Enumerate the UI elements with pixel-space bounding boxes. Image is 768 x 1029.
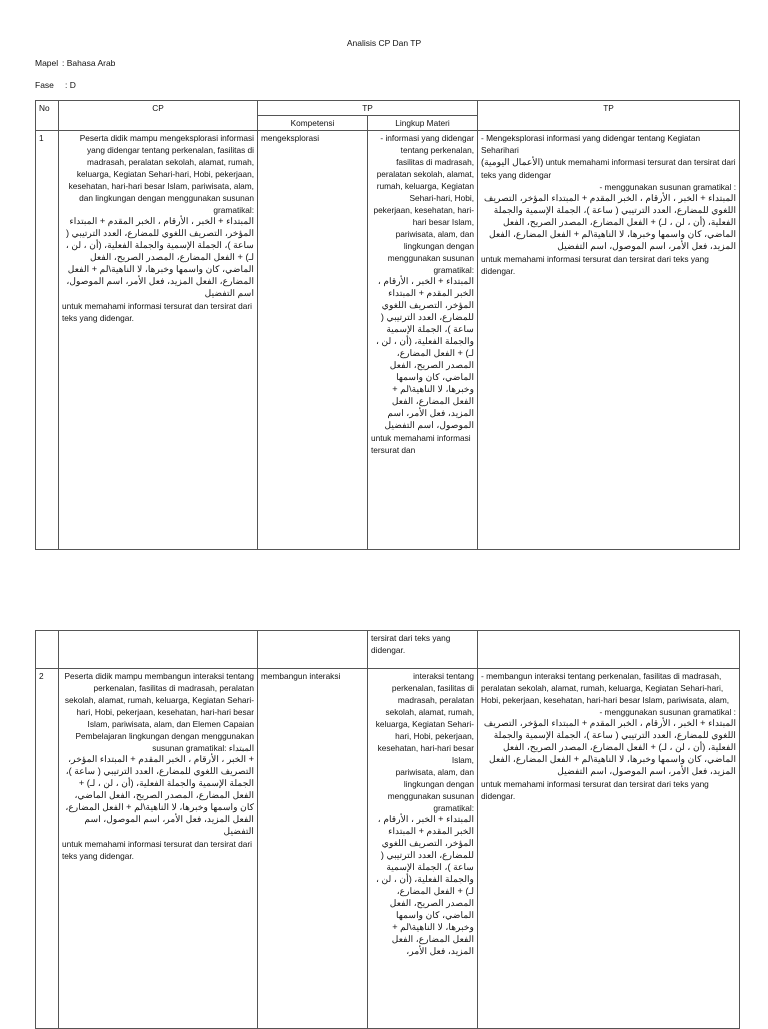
lingkup-arabic: المبتداء + الخبر ، الأرقام ، الخبر المقدم + المبتداء المؤخر، التصريف اللغوي للمضارع، العدد الترتيبي ( ساعة )، الجملة الإسمية والجملة الفعلية، (أن ، لن ، لـ) + الفعل المضارع، المصدر الصريح، الفعل الماضي، كان واسمها وخبرها، لا الناهية\لم + الفعل المضارع، الفعل المزيد، فعل الأمر، — [376, 814, 474, 956]
lingkup-mid: pariwisata, alam, dan lingkungan dengan menggunakan susunan gramatikal: — [387, 229, 475, 276]
cp-intro: Peserta didik mampu mengeksplorasi informasi yang didengar tentang perkenalan, fasilitas di madrasah, peralatan sekolah, alamat, rumah, keluarga, Kegiatan Sehari-hari, Hobi, pekerjaan, kesehatan, hari-hari besar Islam, pariwisata, alam, dan lingkungan dengan menggunakan susunan gramatikal: — [68, 133, 254, 216]
header-row — [36, 101, 740, 116]
header-tp: TP — [258, 101, 478, 116]
tp-arabic: المبتداء + الخبر ، الأرقام ، الخبر المقدم + المبتداء المؤخر، التصريف اللغوي للمضارع، العدد الترتيبي ( ساعة )، الجملة الإسمية والجملة الفعلية، (أن ، لن ، لـ) + الفعل المضارع، المصدر الصريح، الفعل الماضي، كان واسمها وخبرها، لا الناهية\لم + الفعل المضارع، الفعل المزيد، فعل الأمر، اسم الموصول، اسم التفضيل — [483, 193, 737, 252]
cont-no — [36, 631, 59, 669]
lingkup-cell — [368, 669, 478, 1029]
fase-label: Fase — [35, 80, 54, 90]
tp-line3: - menggunakan susunan gramatikal : — [599, 182, 737, 193]
tp-cell — [478, 669, 740, 1029]
cp-arabic: المبتداء + الخبر ، الأرقام ، الخبر المقدم + المبتداء المؤخر، التصريف اللغوي للمضارع، العدد الترتيبي ( ساعة )، الجملة الإسمية والجملة الفعلية، (أن ، لن ، لـ) + الفعل المضارع، المصدر الصريح، الفعل الماضي، كان واسمها وخبرها، لا الناهية\لم + الفعل المضارع، الفعل المزيد، فعل الأمر، اسم الموصول، اسم التفضيل — [65, 216, 254, 298]
cp-tp-table-page2 — [35, 630, 740, 1029]
kompetensi-cell: mengeksplorasi — [258, 131, 368, 550]
cp-arabic: + الخبر ، الأرقام ، الخبر المقدم + المبتداء المؤخر، التصريف اللغوي للمضارع، العدد الترتيبي ( ساعة )، الجملة الإسمية والجملة الفعلية، (أن ، لن ، لـ) + الفعل المضارع، المصدر الصريح، الفعل الماضي، كان واسمها وخبرها، لا الناهية\لم + الفعل المضارع، الفعل المزيد، فعل الأمر، اسم الموصول، اسم التفضيل — [65, 754, 254, 836]
mapel-label: Mapel — [35, 58, 59, 68]
tp-line3: - menggunakan susunan gramatikal : — [599, 707, 736, 718]
cont-kompetensi — [258, 631, 368, 669]
cont-lingkup: tersirat dari teks yang didengar. — [368, 631, 478, 669]
header-lingkup: Lingkup Materi — [368, 116, 478, 131]
cp-outro: untuk memahami informasi tersurat dan tersirat dari teks yang didengar. — [62, 838, 252, 861]
lingkup-intro: - informasi yang didengar tentang perkenalan, fasilitas di madrasah, peralatan sekolah, alamat, rumah, keluarga, Kegiatan Sehari-hari, Hobi, pekerjaan, kesehatan, hari-hari besar Islam, — [373, 133, 475, 228]
tp-outro: untuk memahami informasi tersurat dan tersirat dari teks yang didengar. — [481, 254, 709, 277]
tp-outro: untuk memahami informasi tersurat dan tersirat dari teks yang didengar. — [481, 778, 709, 801]
lingkup-mid: pariwisata, alam, dan lingkungan dengan menggunakan susunan gramatikal: — [387, 767, 474, 814]
cont-cp — [59, 631, 258, 669]
fase-value: : D — [65, 80, 76, 90]
tp-line1: - membangun interaksi tentang perkenalan, fasilitas di madrasah, peralatan sekolah, alamat, rumah, keluarga, Kegiatan Sehari-hari, Hobi, pekerjaan, kesehatan, hari-hari besar Islam, pariwisata, alam, — [481, 671, 730, 706]
tp-line2 — [481, 156, 736, 181]
mapel-value: : Bahasa Arab — [62, 58, 116, 68]
tp-line2-rest: untuk memahami informasi tersurat dan tersirat dari teks yang didengar — [481, 157, 736, 181]
lingkup-intro: interaksi tentang perkenalan, fasilitas di madrasah, peralatan sekolah, alamat, rumah, keluarga, Kegiatan Sehari-hari, Hobi, pekerjaan, kesehatan, hari-hari besar Islam, — [375, 671, 474, 766]
cont-tp — [478, 631, 740, 669]
table-row-continued — [36, 631, 740, 669]
tp-cell — [478, 131, 740, 550]
header-cp: CP — [59, 101, 258, 131]
fase-line — [35, 80, 76, 90]
header-kompetensi: Kompetensi — [258, 116, 368, 131]
header-tp2: TP — [478, 101, 740, 131]
kompetensi-cell: membangun interaksi — [258, 669, 368, 1029]
cp-outro: untuk memahami informasi tersurat dan tersirat dari teks yang didengar. — [62, 300, 252, 323]
row-number: 1 — [36, 131, 59, 550]
tp-line2-arabic: (الأعمال اليومية) — [481, 157, 544, 168]
table-row — [36, 669, 740, 1029]
lingkup-outro: untuk memahami informasi tersurat dan — [371, 432, 471, 455]
header-no: No — [36, 101, 59, 131]
row-number: 2 — [36, 669, 59, 1029]
cp-cell — [59, 131, 258, 550]
tp-arabic: المبتداء + الخبر ، الأرقام ، الخبر المقدم + المبتداء المؤخر، التصريف اللغوي للمضارع، العدد الترتيبي ( ساعة )، الجملة الإسمية والجملة الفعلية، (أن ، لن ، لـ) + الفعل المضارع، المصدر الصريح، الفعل الماضي، كان واسمها وخبرها، لا الناهية\لم + الفعل المضارع، الفعل المزيد، فعل الأمر، اسم الموصول، اسم التفضيل — [483, 718, 736, 776]
tp-line1: - Mengeksplorasi informasi yang didengar tentang Kegiatan Seharihari — [481, 133, 701, 156]
cp-cell — [59, 669, 258, 1029]
mapel-line — [35, 58, 116, 68]
lingkup-cell — [368, 131, 478, 550]
lingkup-arabic: المبتداء + الخبر ، الأرقام ، الخبر المقدم + المبتداء المؤخر، التصريف اللغوي للمضارع، العدد الترتيبي ( ساعة )، الجملة الإسمية والجملة الفعلية، (أن ، لن ، لـ) + الفعل المضارع، المصدر الصريح، الفعل الماضي، كان واسمها وخبرها، لا الناهية\لم + الفعل المضارع، الفعل المزيد، فعل الأمر، اسم الموصول، اسم التفضيل — [376, 276, 475, 430]
table-row — [36, 131, 740, 550]
cp-tp-table-page1 — [35, 100, 740, 550]
document-title: Analisis CP Dan TP — [346, 38, 422, 48]
cp-intro: Peserta didik mampu membangun interaksi tentang perkenalan, fasilitas di madrasah, peralatan sekolah, alamat, rumah, keluarga, Kegiatan Sehari-hari, Hobi, pekerjaan, kesehatan, hari-hari besar Islam, pariwisata, alam, dan Elemen Capaian Pembelajaran lingkungan dengan menggunakan susunan gramatikal: المبتداء — [64, 671, 254, 754]
